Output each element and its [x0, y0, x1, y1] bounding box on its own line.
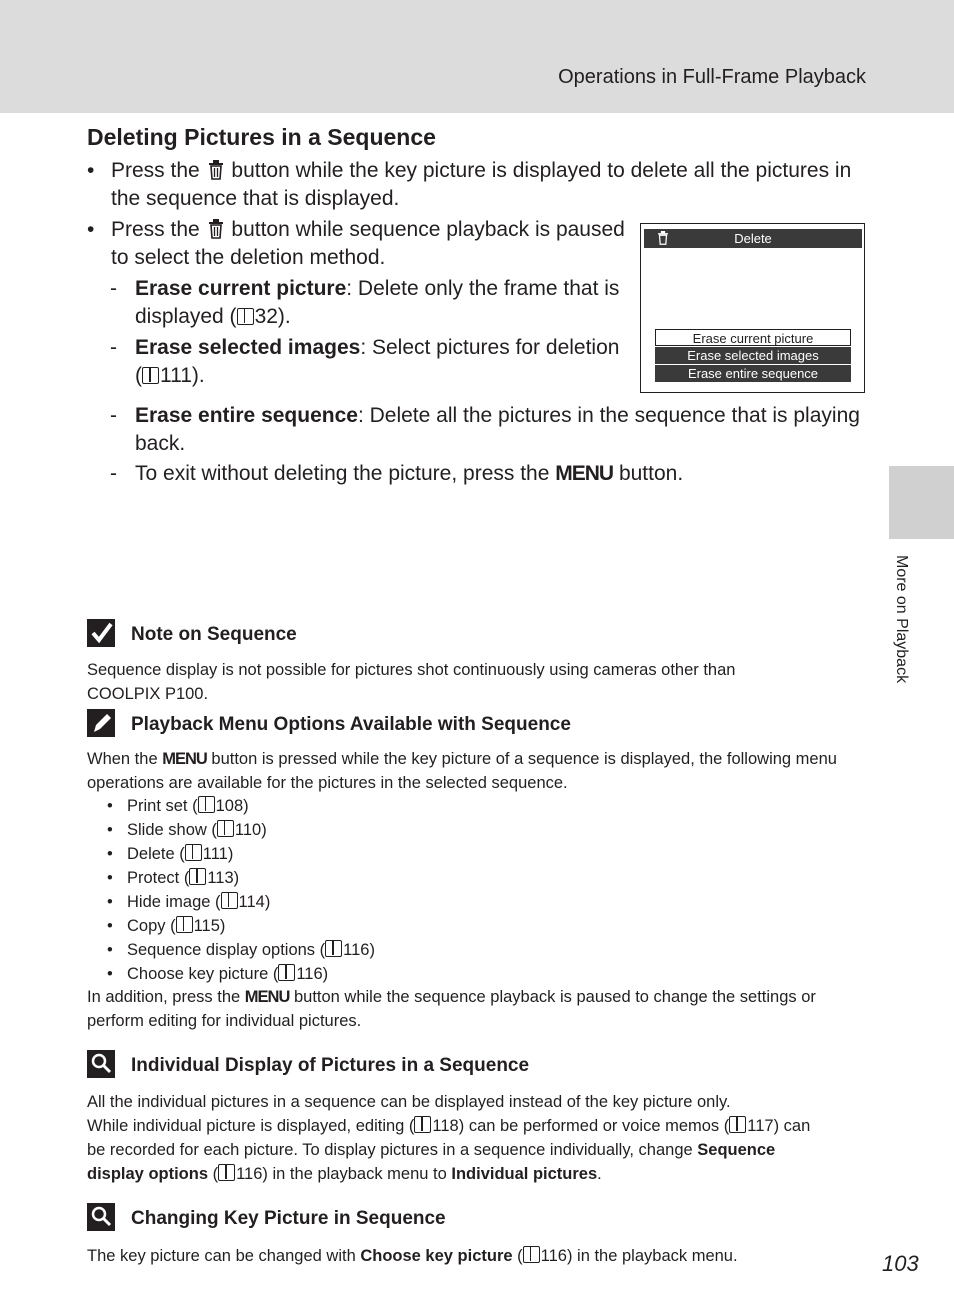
trash-icon	[208, 160, 224, 180]
screen-option-erase-entire[interactable]: Erase entire sequence	[655, 365, 851, 382]
text-fragment: button while the sequence playback is paused to change the settings or	[293, 988, 816, 1006]
key-picture-body: The key picture can be changed with Choose key picture ( 116) in the playback menu.	[87, 1247, 738, 1265]
screen-title: Delete	[734, 231, 772, 246]
text-fragment: When the	[87, 750, 158, 768]
playback-menu-outro	[87, 985, 867, 1033]
side-tab-label: More on Playback	[893, 555, 910, 684]
book-reference-icon	[198, 796, 215, 813]
note-title: Note on Sequence	[131, 624, 297, 645]
screen-option-erase-selected[interactable]: Erase selected images	[655, 347, 851, 364]
playback-menu-list	[107, 794, 375, 986]
menu-button-icon: MENU	[244, 988, 290, 1006]
bullet-1-line1: button while the key picture is displayed to delete all the pictures in	[231, 159, 852, 182]
menu-button-icon: MENU	[555, 462, 614, 485]
dash: -	[110, 462, 117, 485]
menu-button-icon: MENU	[162, 750, 207, 768]
book-reference-icon	[221, 892, 238, 909]
book-reference-icon	[523, 1246, 540, 1263]
text-fragment: ).	[277, 305, 291, 328]
list-item: • Delete ( 111)	[107, 842, 375, 866]
pencil-note-icon	[87, 709, 117, 737]
book-reference-icon	[189, 868, 206, 885]
bullet-2	[87, 216, 631, 272]
option-erase-current-desc: : Delete only the frame that is	[346, 277, 620, 300]
individual-title: Individual Display of Pictures in a Sequence	[131, 1055, 530, 1076]
key-picture-title: Changing Key Picture in Sequence	[131, 1208, 446, 1229]
book-reference-icon	[185, 844, 202, 861]
list-item: • Protect ( 113)	[107, 866, 375, 890]
option-erase-entire-title: Erase entire sequence	[135, 404, 358, 427]
note-body	[87, 658, 867, 706]
bullet-1-line2: the sequence that is displayed.	[111, 187, 400, 210]
note-line2: COOLPIX P100.	[87, 685, 209, 703]
bullet-dot: •	[87, 218, 95, 241]
bullet-2-pre: Press the	[111, 218, 200, 241]
header-band	[0, 0, 954, 113]
option-erase-current-line2: displayed (	[135, 305, 237, 328]
book-reference-icon	[414, 1116, 431, 1133]
trash-icon	[208, 219, 224, 239]
page-ref: 111	[160, 364, 192, 387]
exit-instruction	[110, 460, 875, 488]
individual-body: All the individual pictures in a sequence can be displayed instead of the key picture only. While individual picture is displayed, editing ( 118) can be performed or voice memos ( 117) can be recorded for each picture. To display pictures in a sequence individually, change Sequence display options ( 116) in the playback menu to Individual pictures.	[87, 1093, 811, 1183]
page-number: 103	[882, 1251, 919, 1276]
list-item: • Print set ( 108)	[107, 794, 375, 818]
book-reference-icon	[218, 1164, 235, 1181]
option-erase-selected-title: Erase selected images	[135, 336, 361, 359]
text-fragment: perform editing for individual pictures.	[87, 1012, 362, 1030]
bullet-1-pre: Press the	[111, 159, 200, 182]
dash: -	[110, 404, 117, 427]
dash: -	[110, 336, 117, 359]
page-ref: 32	[254, 305, 278, 328]
option-erase-selected-desc: : Select pictures for deletion	[360, 336, 620, 359]
list-item: • Sequence display options ( 116)	[107, 938, 375, 962]
book-reference-icon	[278, 964, 295, 981]
caution-check-icon	[87, 619, 117, 647]
text-fragment: ).	[191, 364, 205, 387]
option-erase-entire-desc: : Delete all the pictures in the sequence that is playing	[357, 404, 860, 427]
book-reference-icon	[325, 940, 342, 957]
option-erase-entire-line2: back.	[135, 432, 186, 455]
list-item: • Choose key picture ( 116)	[107, 962, 375, 986]
bullet-2-line2: to select the deletion method.	[111, 246, 386, 269]
book-reference-icon	[237, 308, 254, 325]
text-fragment: All the individual pictures in a sequence can be displayed instead of the key picture only.	[87, 1093, 731, 1111]
option-erase-current	[110, 275, 635, 331]
book-reference-icon	[142, 367, 159, 384]
note-line1: Sequence display is not possible for pictures shot continuously using cameras other than	[87, 661, 736, 679]
side-tab	[889, 466, 954, 539]
text-fragment: button is pressed while the key picture of a sequence is displayed, the following menu	[211, 750, 837, 768]
page-header-title: Operations in Full-Frame Playback	[558, 66, 866, 88]
playback-menu-title: Playback Menu Options Available with Sequence	[131, 714, 571, 735]
bullet-2-line1: button while sequence playback is paused	[231, 218, 625, 241]
text-fragment: In addition, press the	[87, 988, 241, 1006]
list-item: • Hide image ( 114)	[107, 890, 375, 914]
bullet-1	[87, 157, 871, 213]
book-reference-icon	[176, 916, 193, 933]
screen-option-erase-current[interactable]: Erase current picture	[655, 329, 851, 346]
dash: -	[110, 277, 117, 300]
exit-post: button.	[618, 462, 684, 485]
magnifier-tip-icon	[87, 1203, 117, 1231]
text-fragment: operations are available for the pictures in the selected sequence.	[87, 774, 568, 792]
book-reference-icon	[729, 1116, 746, 1133]
magnifier-tip-icon	[87, 1050, 117, 1078]
bullet-dot: •	[87, 159, 95, 182]
option-erase-current-title: Erase current picture	[135, 277, 347, 300]
section-title: Deleting Pictures in a Sequence	[87, 124, 436, 150]
camera-screen	[640, 223, 865, 393]
list-item: • Copy ( 115)	[107, 914, 375, 938]
screen-title-bar	[644, 229, 862, 248]
option-erase-entire	[110, 402, 875, 458]
exit-pre: To exit without deleting the picture, press the	[135, 462, 550, 485]
option-erase-selected	[110, 334, 635, 390]
playback-menu-intro	[87, 747, 867, 795]
text-fragment: (	[135, 364, 142, 387]
book-reference-icon	[217, 820, 234, 837]
list-item: • Slide show ( 110)	[107, 818, 375, 842]
